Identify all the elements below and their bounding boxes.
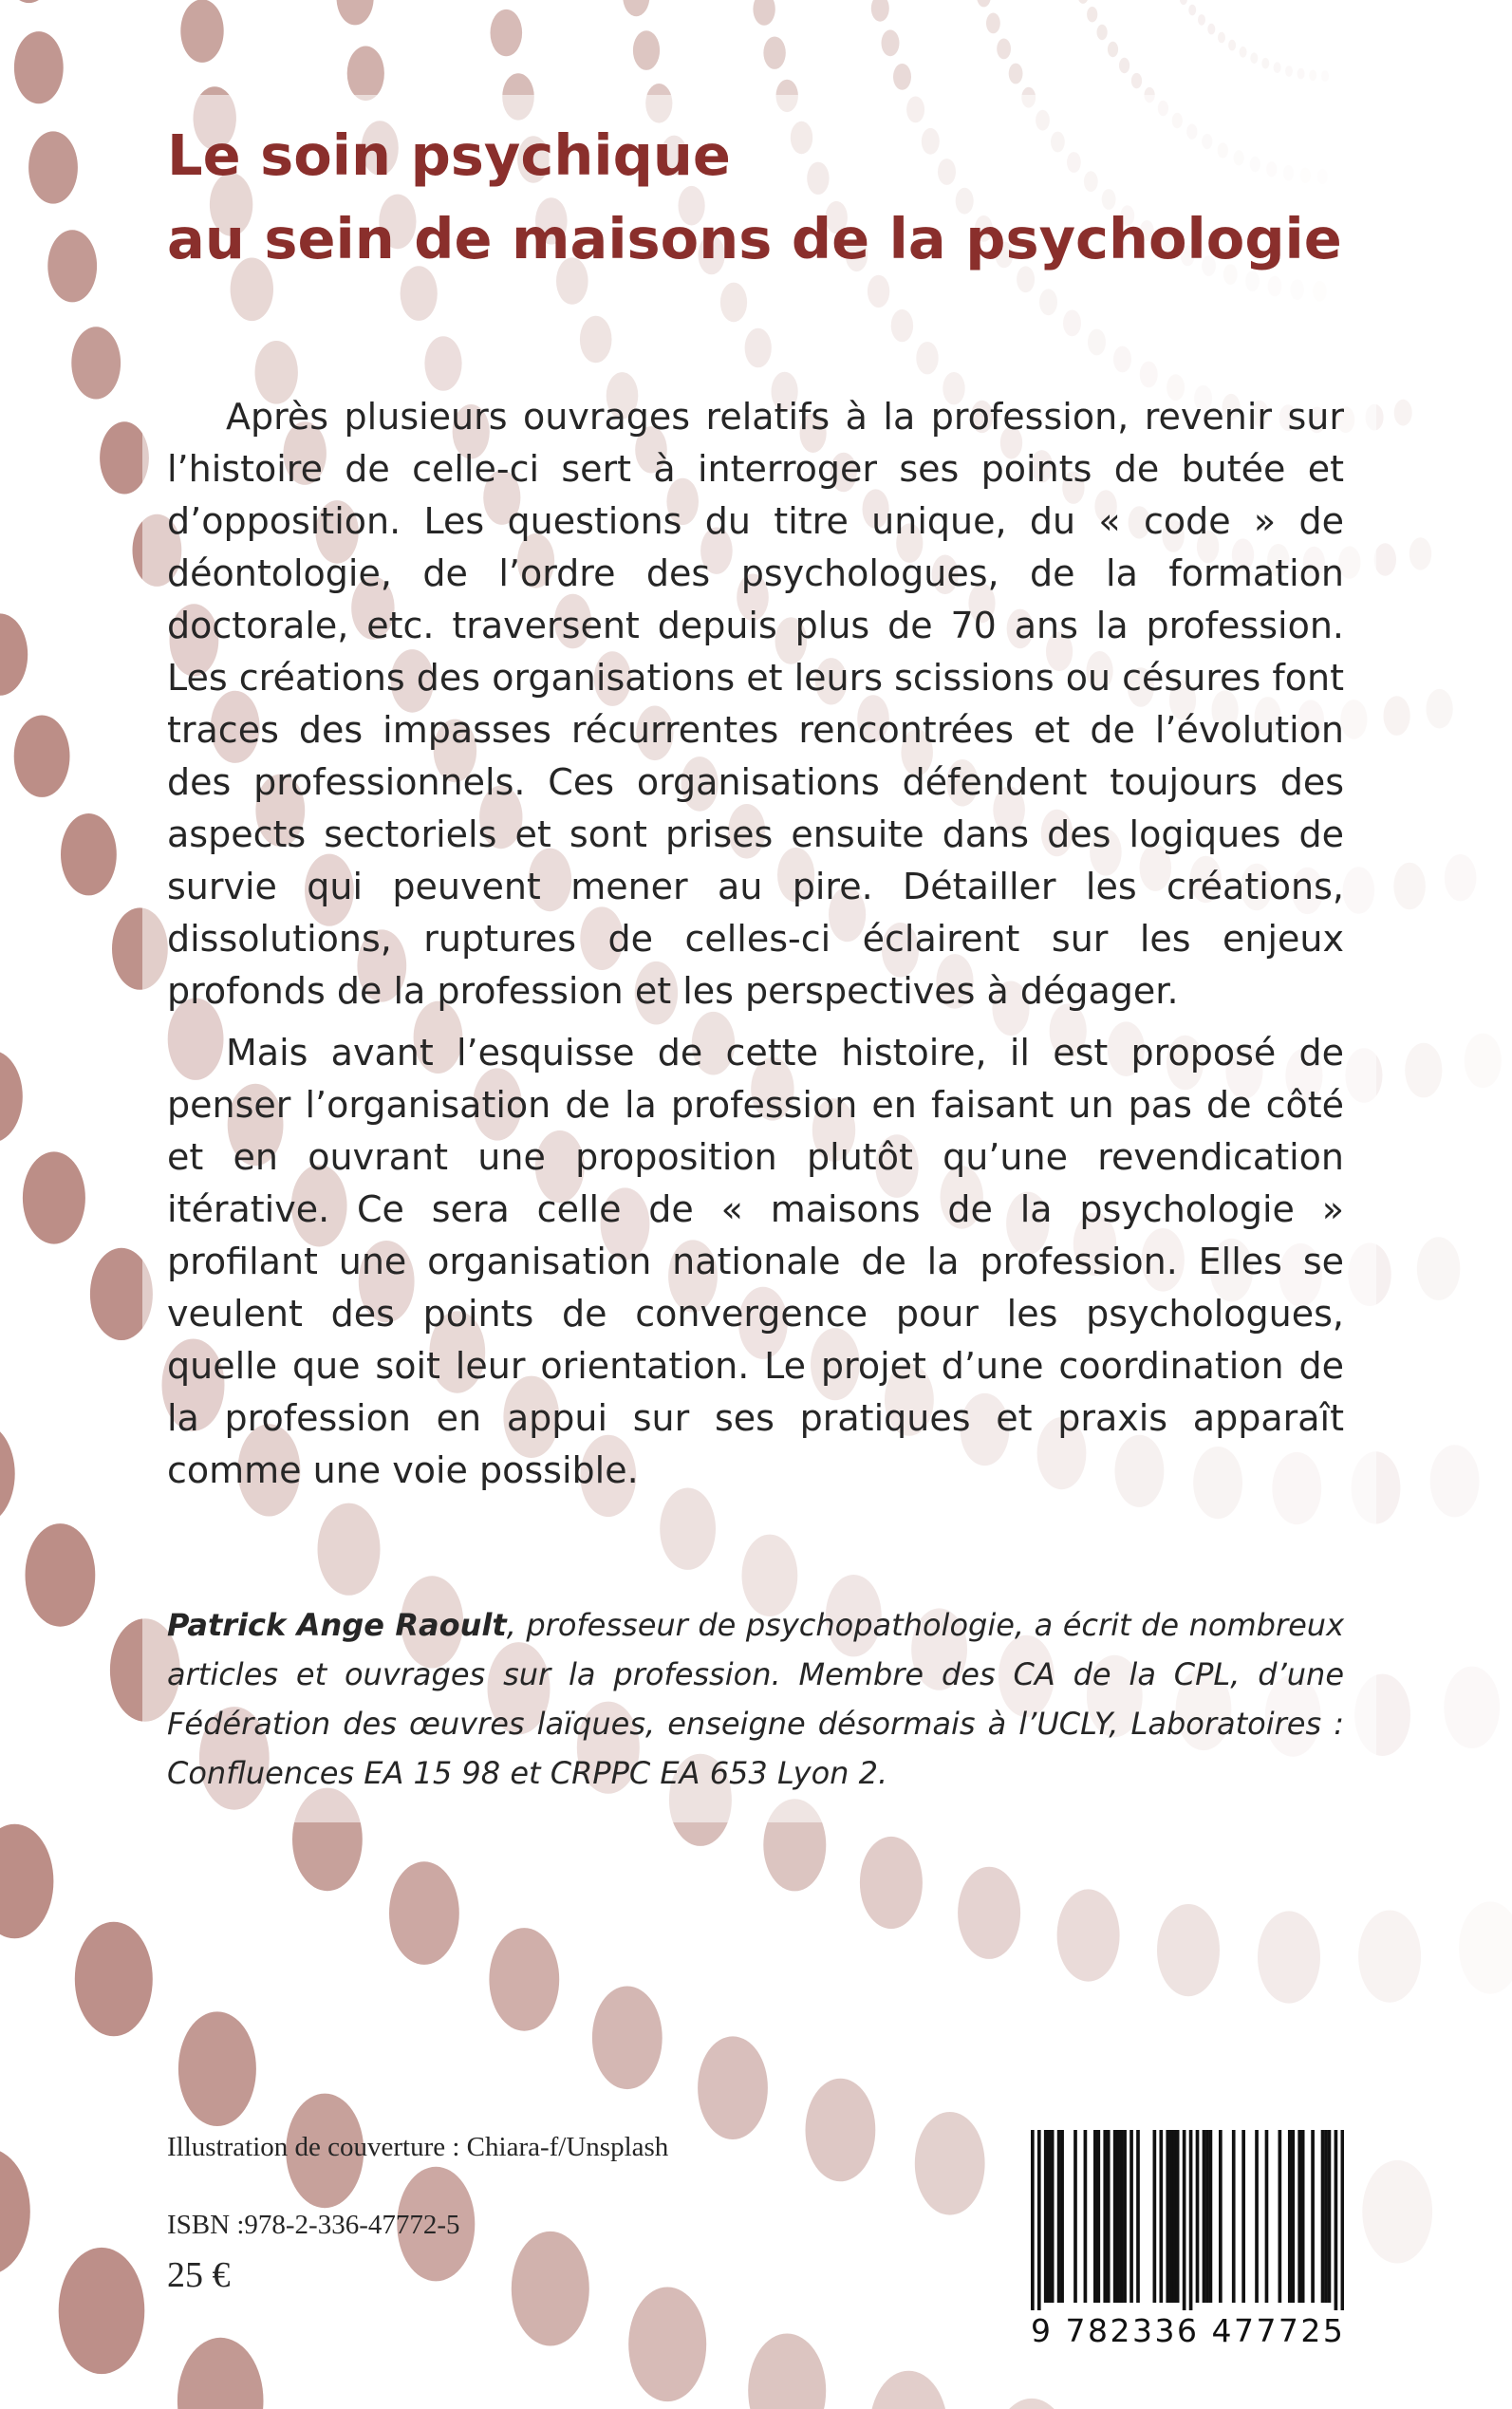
barcode-bar: [1169, 2130, 1173, 2303]
background-dot: [882, 29, 900, 56]
barcode-bar: [1051, 2130, 1055, 2303]
background-dot: [1358, 1911, 1421, 2003]
blurb-paragraph-1: Après plusieurs ouvrages relatifs à la profession, revenir sur l’histoire de celle-ci sert à interroger ses points de butée et d’opposition. Les questions du titre unique, du « code » de déontologie, de l’ordre des psychologues, de la formation doctorale, etc. traversent depuis plus de 70 ans la profession. Les créations des organisations et leurs scissions ou césures font traces des impasses récurrentes rencontrées et de l’évolution des professionnels. Ces organisations défendent toujours des aspects sectoriels et sont prises ensuite dans des logiques de survie qui peuvent mener au pire. Détailler les créations, dissolutions, ruptures de celles-ci éclairent sur les enjeux profonds de la profession et les perspectives à dégager.: [167, 396, 1344, 1012]
background-dot: [1087, 7, 1097, 22]
barcode-bar: [1060, 2130, 1064, 2303]
background-dot: [61, 813, 117, 895]
barcode-bar: [1196, 2130, 1200, 2303]
barcode-bar: [1166, 2130, 1169, 2303]
background-dot: [1240, 47, 1247, 58]
author-bio: [167, 1600, 1344, 1798]
barcode-bar: [1103, 2130, 1107, 2303]
background-dot: [623, 0, 649, 16]
background-dot: [347, 47, 384, 102]
barcode-bar: [1057, 2130, 1061, 2303]
barcode-bar: [1297, 2130, 1301, 2303]
background-dot: [23, 1151, 85, 1243]
background-dot: [698, 2036, 768, 2139]
background-dot: [0, 1051, 23, 1143]
barcode: [1023, 2122, 1348, 2390]
barcode-bar: [1311, 2130, 1315, 2303]
background-dot: [1274, 62, 1281, 73]
barcode-bar: [1123, 2130, 1127, 2303]
barcode-bar: [1324, 2130, 1328, 2303]
barcode-bar: [1203, 2130, 1206, 2303]
isbn: ISBN :978-2-336-47772-5: [167, 2210, 460, 2240]
background-dot: [993, 2399, 1071, 2409]
barcode-bar: [1176, 2130, 1180, 2303]
background-dot: [177, 2338, 264, 2409]
background-dot: [1250, 52, 1258, 64]
background-dot: [71, 327, 121, 399]
background-dot: [1198, 14, 1205, 26]
background-dot: [1078, 0, 1089, 4]
background-dot: [1409, 537, 1431, 570]
background-dot: [512, 2232, 589, 2346]
barcode-bar: [1044, 2130, 1048, 2303]
barcode-bar: [1219, 2130, 1223, 2303]
background-dot: [0, 2148, 30, 2274]
background-dot: [1374, 543, 1396, 575]
background-dot: [915, 2112, 985, 2215]
barcode-bar: [1241, 2130, 1245, 2303]
background-dot: [1188, 5, 1196, 16]
background-dot: [1465, 1034, 1502, 1089]
background-dot: [1297, 68, 1305, 80]
barcode-bar: [1159, 2130, 1163, 2303]
barcode-bar: [1136, 2130, 1140, 2303]
background-dot: [1097, 25, 1108, 40]
barcode-bar: [1321, 2130, 1325, 2303]
background-dot: [592, 1987, 663, 2090]
barcode-bar: [1129, 2130, 1133, 2303]
background-dot: [491, 9, 523, 56]
title-line-1: Le soin psychique: [167, 122, 731, 188]
barcode-bar: [1341, 2130, 1344, 2310]
background-dot: [100, 421, 149, 494]
barcode-bar: [1093, 2130, 1097, 2303]
barcode-bar: [1172, 2130, 1176, 2303]
background-dot: [1393, 863, 1426, 909]
barcode-bar: [1073, 2130, 1077, 2303]
background-dot: [628, 2288, 706, 2402]
background-dot: [337, 0, 374, 25]
barcode-bar: [1279, 2130, 1282, 2303]
background-dot: [871, 0, 889, 22]
background-dot: [1108, 42, 1118, 57]
barcode-bar: [1116, 2130, 1120, 2303]
background-dot: [1384, 696, 1410, 736]
background-dot: [1285, 65, 1293, 77]
background-dot: [869, 2371, 947, 2409]
barcode-bar: [1232, 2130, 1236, 2303]
background-dot: [1218, 32, 1225, 44]
barcode-bar: [1037, 2130, 1041, 2310]
background-dot: [860, 1837, 923, 1929]
background-dot: [1405, 1043, 1442, 1098]
barcode-bar: [1265, 2130, 1269, 2303]
barcode-bars: [1031, 2130, 1344, 2310]
price: 25 €: [167, 2255, 231, 2295]
background-dot: [0, 613, 28, 695]
background-dot: [986, 13, 1000, 34]
background-dot: [1427, 689, 1453, 729]
background-dot: [26, 1523, 96, 1627]
background-dot: [1119, 58, 1129, 73]
background-dot: [633, 30, 660, 70]
background-dot: [753, 0, 775, 26]
background-dot: [28, 131, 78, 203]
background-dot: [1362, 2160, 1432, 2264]
background-dot: [1261, 58, 1269, 69]
background-dot: [748, 2334, 826, 2409]
barcode-bar: [1031, 2130, 1035, 2310]
background-dot: [1417, 1237, 1460, 1300]
barcode-bar: [1209, 2130, 1213, 2303]
background-dot: [14, 716, 70, 797]
barcode-bar: [1328, 2130, 1332, 2303]
background-dot: [1057, 1889, 1120, 1981]
barcode-bar: [1153, 2130, 1157, 2303]
barcode-digits: 9 782336 477725: [1031, 2312, 1346, 2349]
background-dot: [1321, 70, 1329, 82]
barcode-bar: [1084, 2130, 1088, 2303]
background-dot: [1445, 854, 1477, 901]
background-dot: [75, 1922, 153, 2037]
barcode-bar: [1113, 2130, 1117, 2303]
blurb-paragraph-2: Mais avant l’esquisse de cette histoire, il est proposé de penser l’organisation de la profession en faisant un pas de côté et en ouvrant une proposition plutôt qu’une revendication itérative. Ce sera celle de « maisons de la psychologie » profilant une organisation nationale de la profession. Elles se veulent des points de convergence pour les psychologues, quelle que soit leur orientation. Le projet d’une coordination de la profession en appui sur ses pratiques et praxis apparaît comme une voie possible.: [167, 1032, 1344, 1491]
background-dot: [763, 37, 785, 69]
barcode-bar: [1047, 2130, 1051, 2303]
book-title: [167, 114, 1401, 281]
background-dot: [1157, 1904, 1220, 1996]
barcode-bar: [1205, 2130, 1209, 2303]
background-dot: [1459, 1901, 1512, 1993]
barcode-bar: [1291, 2130, 1295, 2303]
background-dot: [0, 1824, 53, 1939]
background-dot: [178, 2011, 256, 2126]
background-dot: [893, 64, 911, 90]
background-dot: [59, 2248, 145, 2374]
title-line-2: au sein de maisons de la psychologie: [167, 206, 1342, 271]
background-dot: [1207, 24, 1215, 35]
author-bio-text: , professeur de psychopathologie, a écrit de nombreux articles et ouvrages sur la profession. Membre des CA de la CPL, d’une Fédération des œuvres laïques, enseigne désormais à l’UCLY, Laboratoires : Confluences EA 15 98 et CRPPC EA 653 Lyon 2.: [167, 1607, 1345, 1791]
background-dot: [1131, 73, 1142, 88]
background-dot: [1180, 0, 1187, 5]
background-dot: [1309, 70, 1316, 82]
background-dot: [1258, 1911, 1320, 2003]
background-dot: [1228, 40, 1236, 51]
background-dot: [1444, 1667, 1500, 1748]
background-dot: [1430, 1445, 1480, 1517]
background-dot: [997, 39, 1011, 60]
barcode-bar: [1335, 2130, 1338, 2310]
background-dot: [1394, 400, 1412, 426]
background-dot: [389, 1861, 459, 1965]
barcode-bar: [1189, 2130, 1193, 2310]
barcode-bar: [1107, 2130, 1111, 2303]
background-dot: [47, 230, 97, 302]
background-dot: [180, 0, 223, 63]
background-dot: [1009, 64, 1023, 84]
background-dot: [0, 1422, 15, 1525]
cover-credit: Illustration de couverture : Chiara-f/Unsplash: [167, 2132, 669, 2162]
barcode-bar: [1255, 2130, 1259, 2303]
author-name: Patrick Ange Raoult: [167, 1607, 507, 1643]
barcode-bar: [1183, 2130, 1186, 2310]
background-dot: [958, 1867, 1020, 1959]
background-dot: [977, 0, 991, 7]
barcode-bar: [1288, 2130, 1292, 2303]
barcode-bar: [1120, 2130, 1124, 2303]
background-dot: [489, 1928, 559, 2031]
background-dot: [806, 2079, 876, 2182]
barcode-bar: [1301, 2130, 1305, 2303]
background-dot: [5, 0, 54, 3]
blurb: [167, 391, 1344, 1497]
background-dot: [14, 31, 64, 103]
barcode-bar: [1096, 2130, 1100, 2303]
